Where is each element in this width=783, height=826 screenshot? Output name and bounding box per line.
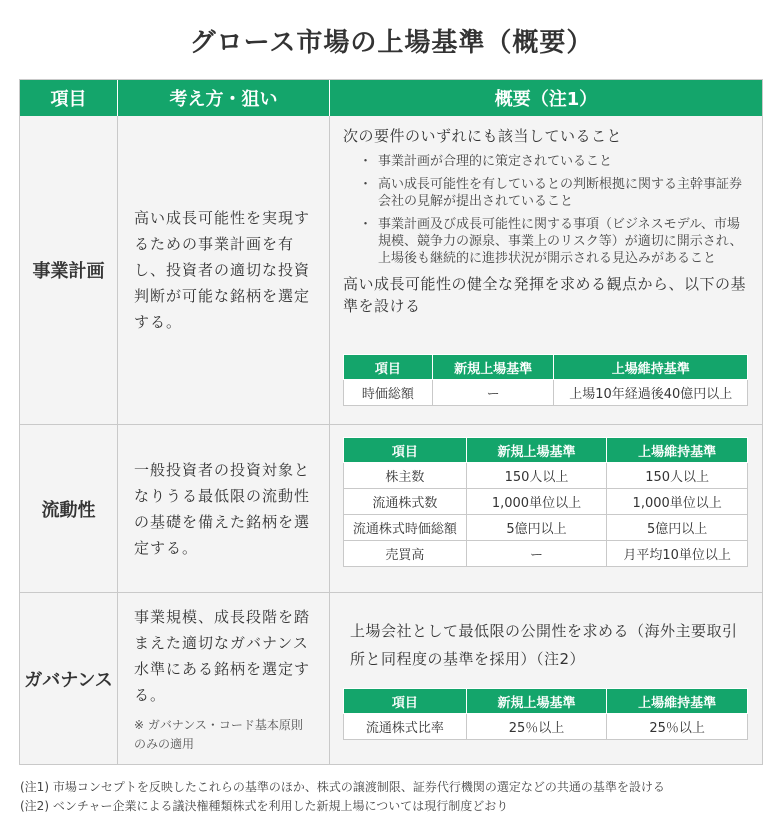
footnote-2: (注2) ベンチャー企業による議決権種類株式を利用した新規上場については現行制度どおり [20, 799, 509, 813]
overview-business-plan [330, 116, 762, 424]
cell-new-listing: 150人以上 [466, 463, 607, 489]
table-row-liquidity [20, 425, 762, 593]
subtable-header: 項目 [344, 438, 467, 463]
requirement-item: ・ 事業計画及び成長可能性に関する事項（ビジネスモデル、市場規模、競争力の源泉、事業上のリスク等）が適切に開示され、上場後も継続的に進捗状況が開示される見込みがあること [365, 216, 748, 267]
cell-new-listing: 1,000単位以上 [466, 489, 607, 515]
requirement-item: ・ 事業計画が合理的に策定されていること [365, 153, 748, 170]
cell-maintenance: 25％以上 [607, 714, 748, 740]
subtable-header: 項目 [344, 689, 467, 714]
cell-maintenance: 1,000単位以上 [607, 489, 748, 515]
aim-liquidity [118, 425, 330, 592]
overview-governance [330, 593, 762, 764]
subtable-header: 新規上場基準 [466, 438, 607, 463]
cell-maintenance: 5億円以上 [607, 515, 748, 541]
cell-maintenance: 月平均10単位以上 [607, 541, 748, 567]
aim-business-plan [118, 116, 330, 424]
overview-lead-2: 高い成長可能性の健全な発揮を求める観点から、以下の基準を設ける [343, 275, 747, 315]
page-title: グロース市場の上場基準（概要） [189, 28, 594, 58]
free-float-table [343, 688, 748, 740]
table-row [344, 380, 748, 406]
aim-governance [118, 593, 330, 764]
aim-text: 事業規模、成長段階を踏まえた適切なガバナンス水準にある銘柄を選定する。 [134, 607, 311, 704]
aim-text: 一般投資者の投資対象となりうる最低限の流動性の基礎を備えた銘柄を選定する。 [134, 460, 311, 557]
table-row-business-plan [20, 116, 762, 425]
subtable-header: 新規上場基準 [432, 355, 554, 380]
subtable-header: 項目 [344, 355, 433, 380]
item-liquidity: 流動性 [20, 425, 118, 592]
cell-label: 流通株式時価総額 [344, 515, 467, 541]
requirements-list [343, 153, 748, 267]
cell-new-listing: ー [432, 380, 554, 406]
subtable-header: 上場維持基準 [607, 689, 748, 714]
listing-criteria-table [19, 79, 763, 765]
footnote-1: (注1) 市場コンセプトを反映したこれらの基準のほか、株式の譲渡制限、証券代行機関の選定などの共通の基準を設ける [20, 780, 665, 794]
cell-label: 流通株式比率 [344, 714, 467, 740]
subtable-header: 新規上場基準 [466, 689, 607, 714]
footnotes [20, 778, 665, 816]
requirement-item: ・ 高い成長可能性を有しているとの判断根拠に関する主幹事証券会社の見解が提出されていること [365, 176, 748, 210]
table-row [344, 515, 748, 541]
cell-new-listing: 5億円以上 [466, 515, 607, 541]
cell-label: 流通株式数 [344, 489, 467, 515]
cell-maintenance: 上場10年経過後40億円以上 [554, 380, 748, 406]
aim-note: ※ ガバナンス・コード基本原則のみの適用 [134, 717, 303, 751]
table-row [344, 489, 748, 515]
item-business-plan: 事業計画 [20, 116, 118, 424]
table-row [344, 541, 748, 567]
overview-liquidity [330, 425, 762, 592]
table-header-row [20, 80, 762, 116]
header-aim: 考え方・狙い [118, 80, 330, 116]
subtable-header: 上場維持基準 [607, 438, 748, 463]
cell-new-listing: 25％以上 [466, 714, 607, 740]
cell-new-listing: ー [466, 541, 607, 567]
overview-lead: 次の要件のいずれにも該当していること [343, 127, 623, 145]
item-governance: ガバナンス [20, 593, 118, 764]
cell-maintenance: 150人以上 [607, 463, 748, 489]
liquidity-table [343, 437, 748, 567]
cell-label: 時価総額 [344, 380, 433, 406]
table-row [344, 714, 748, 740]
table-row-governance [20, 593, 762, 764]
cell-label: 売買高 [344, 541, 467, 567]
cell-label: 株主数 [344, 463, 467, 489]
market-cap-table [343, 354, 748, 406]
table-row [344, 463, 748, 489]
subtable-header: 上場維持基準 [554, 355, 748, 380]
header-overview: 概要（注1） [494, 89, 598, 110]
header-item: 項目 [20, 80, 118, 116]
overview-lead: 上場会社として最低限の公開性を求める（海外主要取引所と同程度の基準を採用）（注2） [350, 622, 738, 668]
aim-text: 高い成長可能性を実現するための事業計画を有し、投資者の適切な投資判断が可能な銘柄を選定する。 [134, 209, 311, 331]
